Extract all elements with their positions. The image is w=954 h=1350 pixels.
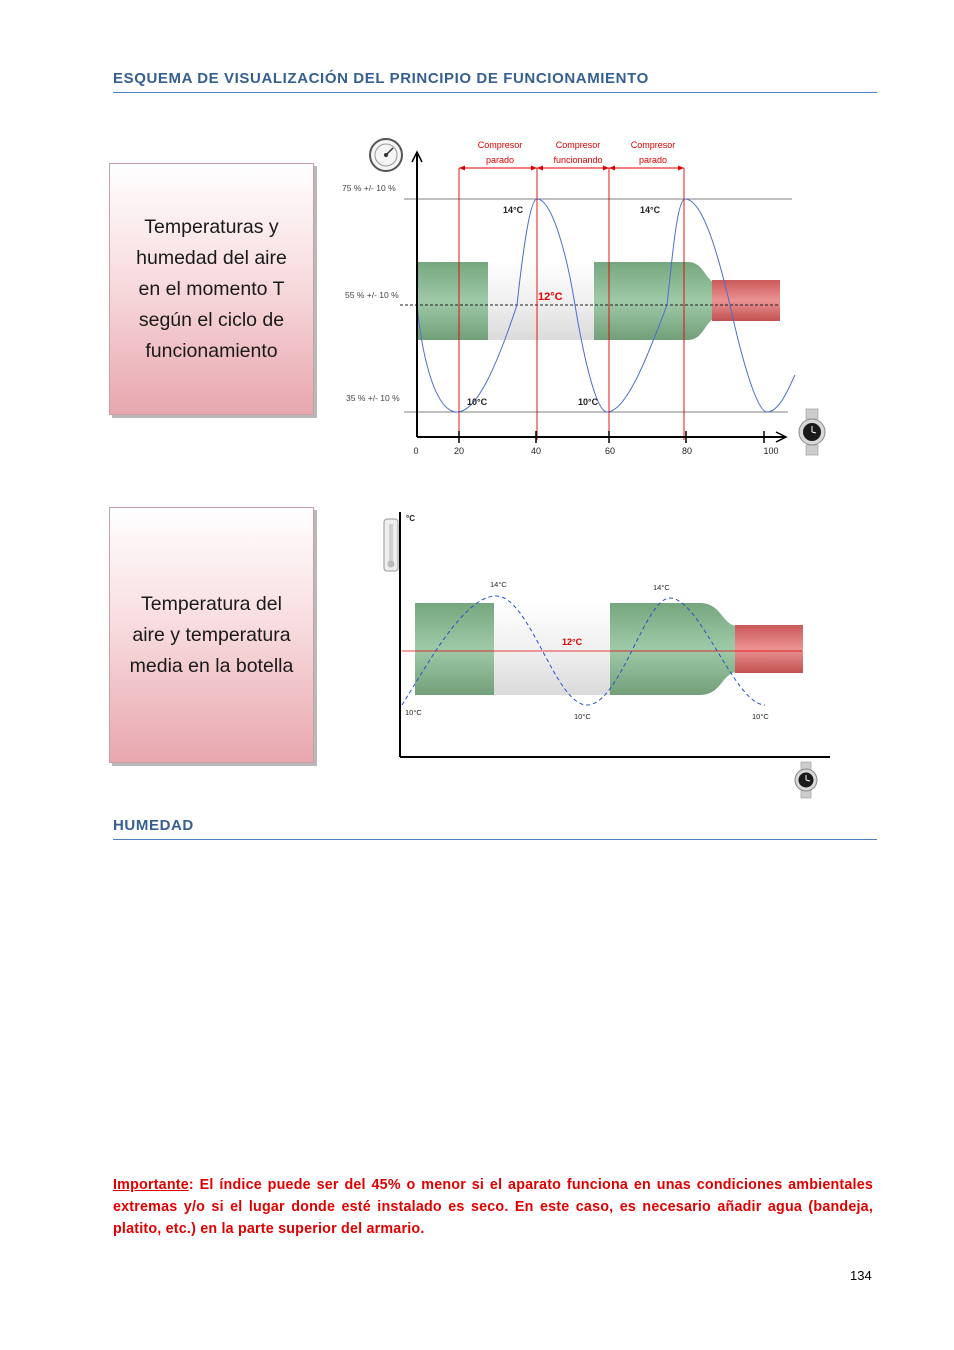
peak-label: 14°C xyxy=(640,205,661,215)
important-label: Importante xyxy=(113,1177,189,1193)
hygrometer-icon xyxy=(370,139,402,171)
x-tick-label: 40 xyxy=(530,446,542,456)
humidity-section-title: HUMEDAD xyxy=(113,817,877,840)
phase-2-label-line1: Compresor xyxy=(555,140,601,150)
trough-label: 10°C xyxy=(467,397,488,407)
y-axis-unit: °C xyxy=(406,514,415,523)
thermometer-icon xyxy=(384,519,398,571)
peak-label: 14°C xyxy=(503,205,524,215)
phase-3-label-line2: parado xyxy=(638,155,668,165)
trough-label: 10°C xyxy=(752,712,769,721)
diagram-bottle-temperature xyxy=(0,500,954,810)
wine-bottle-image xyxy=(415,603,803,695)
important-note xyxy=(113,1174,873,1240)
wine-bottle-image xyxy=(418,262,780,340)
description-box-text: Temperaturas y humedad del aire en el momento T según el ciclo de funcionamiento xyxy=(136,215,287,362)
phase-1-label-line2: parado xyxy=(485,155,515,165)
important-colon: : xyxy=(188,1177,194,1193)
section-title: ESQUEMA DE VISUALIZACIÓN DEL PRINCIPIO DE FUNCIONAMIENTO xyxy=(113,70,877,93)
phase-3-label-line1: Compresor xyxy=(630,140,676,150)
phase-1-label-line1: Compresor xyxy=(477,140,523,150)
watch-icon xyxy=(799,409,825,455)
x-tick-label: 0 xyxy=(413,446,419,456)
peak-label: 14°C xyxy=(653,583,670,592)
peak-label: 14°C xyxy=(490,580,507,589)
humidity-label-55: 55 % +/- 10 % xyxy=(345,290,399,300)
humidity-label-75: 75 % +/- 10 % xyxy=(342,183,396,193)
humidity-label-35: 35 % +/- 10 % xyxy=(346,393,400,403)
important-text: El índice puede ser del 45% o menor si el aparato funciona en unas condiciones ambientales extremas y/o si el lugar donde esté instalado es seco. En este caso, es necesario añadir agua (bandeja, platito, etc.) en la parte superior del armario. xyxy=(113,1177,873,1237)
x-tick-label: 80 xyxy=(681,446,693,456)
x-tick-label: 100 xyxy=(763,446,779,456)
x-tick-label: 20 xyxy=(453,446,465,456)
x-tick-label: 60 xyxy=(604,446,616,456)
trough-label: 10°C xyxy=(578,397,599,407)
phase-2-label-line2: funcionando xyxy=(553,155,603,165)
page-number: 134 xyxy=(850,1268,872,1283)
trough-label: 10°C xyxy=(405,708,422,717)
trough-label: 10°C xyxy=(574,712,591,721)
watch-icon xyxy=(795,762,817,798)
diagram-compressor-cycle xyxy=(0,0,954,500)
mean-temperature-label: 12°C xyxy=(538,291,563,303)
mean-temperature-label: 12°C xyxy=(562,637,583,647)
description-box-text: Temperatura del aire y temperatura media en la botella xyxy=(129,592,294,677)
